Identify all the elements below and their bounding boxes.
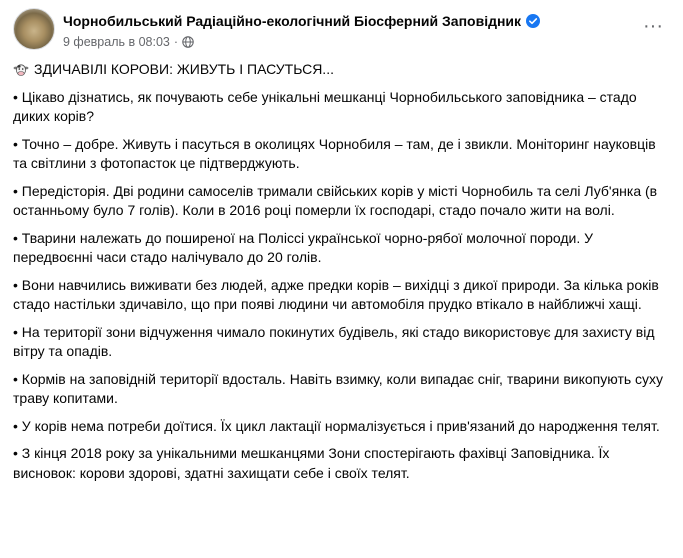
post-paragraph: • Передісторія. Дві родини самоселів тримали свійських корів у місті Чорнобиль та селі Луб'янка (в останньому було 7 голів). Коли в 2016 році померли їх господарі, стадо почало жити на волі. (13, 182, 658, 218)
more-options-icon[interactable]: ··· (643, 15, 663, 37)
post-timestamp-link[interactable]: 9 февраль в 08:03 (63, 35, 170, 49)
globe-icon[interactable] (182, 36, 194, 48)
post-meta (63, 34, 194, 50)
post-paragraph: • Тварини належать до поширеної на Поліссі української чорно-рябої молочної породи. У передвоєнні часи стадо налічувало до 20 голів. (13, 229, 594, 265)
post-body (13, 60, 668, 491)
post-paragraph: • На території зони відчуження чимало покинутих будівель, які стадо використовує для захисту від вітру та опадів. (13, 323, 655, 359)
post-header (13, 8, 673, 56)
verified-badge-icon (526, 14, 540, 28)
post-paragraph: • З кінця 2018 року за унікальними мешканцями Зони спостерігають фахівці Заповідника. Їх висновок: корови здорові, здатні захищати себе і своїх телят. (13, 445, 610, 481)
cow-face-icon (13, 62, 29, 78)
post-paragraph: • У корів нема потреби доїтися. Їх цикл лактації нормалізується і прив'язаний до народження телят. (13, 417, 660, 434)
post-paragraph: • Кормів на заповідній території вдосталь. Навіть взимку, коли випадає сніг, тварини викопують суху траву копитами. (13, 370, 664, 406)
post-paragraph: • Точно – добре. Живуть і пасуться в околицях Чорнобиля – там, де і звикли. Моніторинг науковців та світлини з фотопасток це підтверджують. (13, 135, 656, 171)
page-avatar[interactable] (13, 8, 55, 50)
post-headline (13, 60, 668, 80)
author-line (63, 12, 540, 30)
author-name-link[interactable]: Чорнобильський Радіаційно-екологічний Біосферний Заповідник (63, 13, 522, 29)
meta-separator: · (173, 35, 179, 49)
post-paragraph: • Вони навчились виживати без людей, адже предки корів – вихідці з дикої природи. За кілька років стадо настільки здичавіло, що при появі людини чи автомобіля прудко втікало в найближчі хащі. (13, 276, 659, 312)
headline-text: ЗДИЧАВІЛІ КОРОВИ: ЖИВУТЬ І ПАСУТЬСЯ... (34, 61, 334, 77)
post-paragraph: • Цікаво дізнатись, як почувають себе унікальні мешканці Чорнобильського заповідника – стадо диких корів? (13, 88, 637, 124)
